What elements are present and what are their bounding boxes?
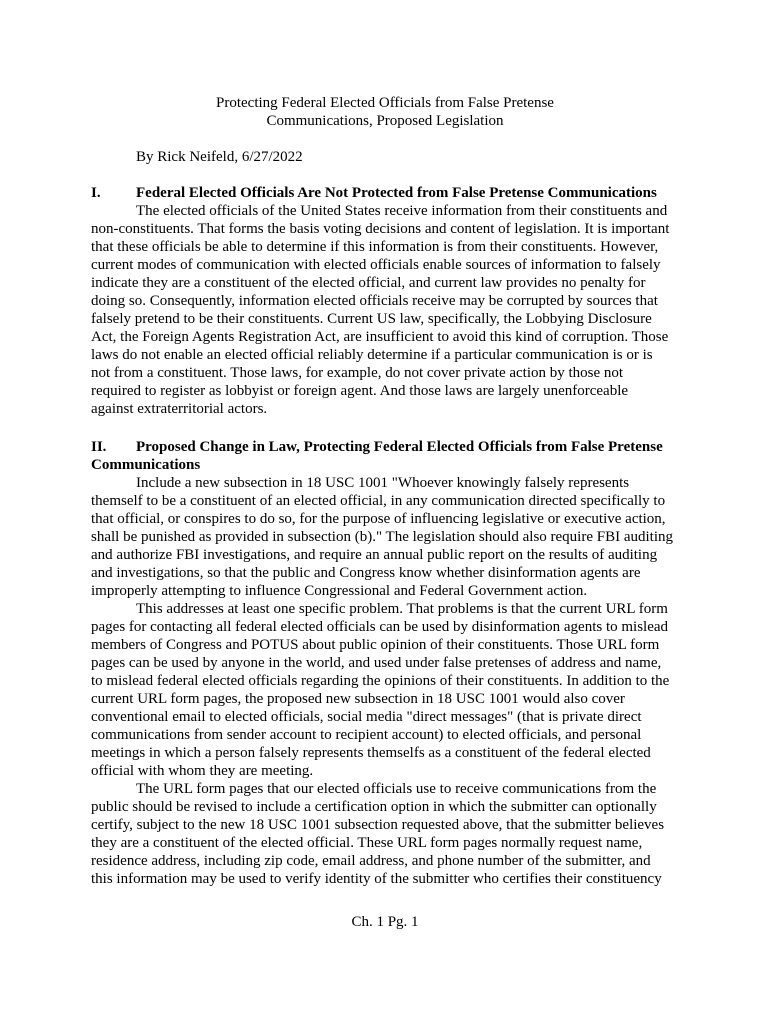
text-line: that these officials be able to determine if this information is from their constituents. However, [91,239,659,255]
text-line: current modes of communication with elected officials enable sources of information to falsely [91,257,661,273]
text-line: pages for contacting all federal elected officials can be used by disinformation agents to mislead [91,619,669,635]
section-heading-text: Proposed Change in Law, Protecting Federal Elected Officials from False Pretense [136,439,663,455]
text-line: Include a new subsection in 18 USC 1001 "Whoever knowingly falsely represents [136,475,630,491]
text-line: This addresses at least one specific problem. That problems is that the current URL form [136,601,668,617]
text-line: The elected officials of the United States receive information from their constituents and [136,203,668,219]
text-line: members of Congress and POTUS about public opinion of their constituents. Those URL form [91,637,660,653]
section-2-paragraph-2 [91,600,669,780]
section-number: II. [91,439,107,455]
section-heading-continuation: Communications [91,457,201,473]
text-line: and authorize FBI investigations, and require an annual public report on the results of auditing [91,547,658,563]
text-line: The URL form pages that our elected officials use to receive communications from the [136,781,657,797]
section-number: I. [91,185,101,201]
text-line: against extraterritorial actors. [91,401,268,417]
text-line: that official, or conspires to do so, for the purpose of influencing legislative or executive action, [91,511,666,527]
document-title [0,94,770,130]
text-line: residence address, including zip code, email address, and phone number of the submitter, and [91,853,651,869]
text-line: shall be punished as provided in subsection (b)." The legislation should also require FBI auditing [91,529,674,545]
text-line: they are a constituent of the elected official. These URL form pages normally request name, [91,835,643,851]
text-line: certify, subject to the new 18 USC 1001 subsection requested above, that the submitter believes [91,817,665,833]
text-line: communications from sender account to recipient account) to elected officials, and personal [91,727,642,743]
text-line: not from a constituent. Those laws, for example, do not cover private action by those not [91,365,624,381]
text-line: public should be revised to include a certification option in which the submitter can optionally [91,799,657,815]
section-2-paragraph-1 [91,474,673,600]
text-line: indicate they are a constituent of the elected official, and current law provides no penalty for [91,275,646,291]
byline: By Rick Neifeld, 6/27/2022 [136,149,303,165]
text-line: official with whom they are meeting. [91,763,314,779]
text-line: pages can be used by anyone in the world, and used under false pretenses of address and name, [91,655,662,671]
text-line: Act, the Foreign Agents Registration Act, are insufficient to avoid this kind of corruption. Those [91,329,669,345]
title-line-1: Protecting Federal Elected Officials from False Pretense [216,95,554,111]
text-line: laws do not enable an elected official reliably determine if a particular communication is or is [91,347,653,363]
section-heading-text: Federal Elected Officials Are Not Protected from False Pretense Communications [136,185,657,201]
text-line: themself to be a constituent of an elected official, in any communication directed specifically to [91,493,666,509]
text-line: current URL form pages, the proposed new subsection in 18 USC 1001 would also cover [91,691,625,707]
section-2-paragraph-3 [91,780,664,888]
page-footer: Ch. 1 Pg. 1 [351,914,419,930]
text-line: required to register as lobbyist or foreign agent. And those laws are largely unenforceable [91,383,629,399]
text-line: meetings in which a person falsely represents themselfs as a constituent of the federal elected [91,745,651,761]
text-line: to mislead federal elected officials regarding the opinions of their constituents. In addition to the [91,673,670,689]
section-1-paragraph-1 [91,202,669,418]
text-line: improperly attempting to influence Congressional and Federal Government action. [91,583,588,599]
text-line: falsely pretend to be their constituents. Current US law, specifically, the Lobbying Disclosure [91,311,652,327]
title-line-2: Communications, Proposed Legislation [266,113,504,129]
text-line: this information may be used to verify identity of the submitter who certifies their constituency [91,871,662,887]
text-line: and investigations, so that the public and Congress know whether disinformation agents are [91,565,641,581]
text-line: doing so. Consequently, information elected officials receive may be corrupted by sources that [91,293,658,309]
text-line: non-constituents. That forms the basis voting decisions and content of legislation. It is important [91,221,670,237]
text-line: conventional email to elected officials, social media "direct messages" (that is private direct [91,709,642,725]
